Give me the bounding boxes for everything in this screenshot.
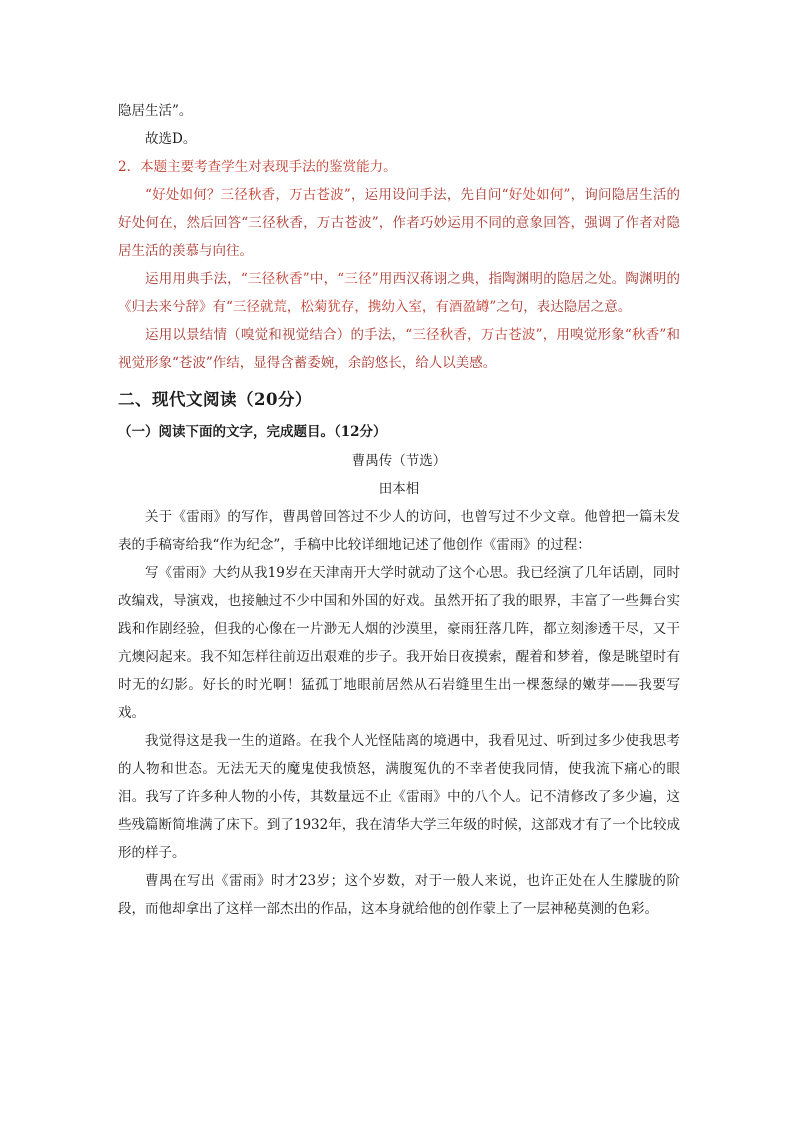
section-title: 二、现代文阅读（20分） xyxy=(118,390,312,409)
text: ，询问隐居生活的好处何在，然后回答“三径秋香，万古苍波”，作者巧妙运用不同的意象回答，强调了作者对隐居生活的羡慕与向往。 xyxy=(118,187,681,259)
text: ，用嗅觉形象 xyxy=(542,327,625,343)
quote: “三径就荒，松菊犹存，携幼入室，有酒盈罇” xyxy=(226,299,497,315)
article-paragraph: 我觉得这是我一生的道路。在我个人光怪陆离的境遇中，我看见过、听到过多少使我思考的人物和世态。无法无天的魔鬼使我愤怒，满腹冤仇的不幸者使我同情，使我流下痛心的眼泪。我写了许多种人物的小传，其数量远不止《雷雨》中的八个人。记不清修改了多少遍，这些残篇断简堆满了床下。到了1932年，我在清华大学三年级的时候，这部戏才有了一个比较成形的样子。 xyxy=(118,733,680,861)
answer-paragraph-rhetorical xyxy=(118,181,680,265)
text: 和视觉形象“苍波”作结，显得含蓄委婉，余韵悠长，给人以美感。 xyxy=(118,327,681,371)
document-page xyxy=(118,97,680,923)
quote: “秋香” xyxy=(624,327,667,343)
text: 运用用典手法， xyxy=(145,271,241,287)
quote: “三径秋香，万古苍波” xyxy=(405,327,543,343)
text: 用西汉蒋诩之典，指陶渊明的隐居之处。陶渊明的《归去来兮辞》有 xyxy=(118,271,681,315)
text: 中， xyxy=(309,271,338,287)
answer-tail: 隐居生活”。 xyxy=(118,103,193,119)
article-title: 曹禺传（节选） xyxy=(351,453,447,469)
quote: “好处如何” xyxy=(501,187,571,203)
text: ，运用设问手法，先自问 xyxy=(350,187,502,203)
section-subtitle: （一）阅读下面的文字，完成题目。（12分） xyxy=(118,424,387,440)
quote: “三径秋香” xyxy=(240,271,310,287)
article-author: 田本相 xyxy=(378,481,420,497)
article-paragraph: 写《雷雨》大约从我19岁在天津南开大学时就动了这个心思。我已经演了几年话剧，同时改编戏，导演戏，也接触过不少中国和外国的好戏。虽然开拓了我的眼界，丰富了一些舞台实践和作剧经验，但我的心像在一片渺无人烟的沙漠里，豪雨狂落几阵，都立刻渗透干尽，又干亢燠闷起来。我不知怎样往前迈出艰难的步子。我开始日夜摸索，醒着和梦着，像是眺望时有时无的幻影。好长的时光啊！猛孤丁地眼前居然从石岩缝里生出一棵葱绿的嫩芽——我要写戏。 xyxy=(118,565,680,721)
answer-choice: 故选D。 xyxy=(145,131,197,147)
text: 运用以景结情（嗅觉和视觉结合）的手法， xyxy=(145,327,406,343)
question-2-heading: 2．本题主要考查学生对表现手法的鉴赏能力。 xyxy=(118,159,397,175)
answer-paragraph-allusion xyxy=(118,265,680,321)
quote: “三径” xyxy=(337,271,379,287)
text: 之句，表达隐居之意。 xyxy=(496,299,632,315)
quote: “好处如何？三径秋香，万古苍波” xyxy=(145,187,351,203)
article-paragraph: 曹禺在写出《雷雨》时才23岁；这个岁数，对于一般人来说，也许正处在人生朦胧的阶段，而他却拿出了这样一部杰出的作品，这本身就给他的创作蒙上了一层神秘莫测的色彩。 xyxy=(118,873,680,917)
article-paragraph: 关于《雷雨》的写作，曹禺曾回答过不少人的访问，也曾写过不少文章。他曾把一篇未发表的手稿寄给我“作为纪念”，手稿中比较详细地记述了他创作《雷雨》的过程： xyxy=(118,509,680,553)
answer-paragraph-scene xyxy=(118,321,680,377)
